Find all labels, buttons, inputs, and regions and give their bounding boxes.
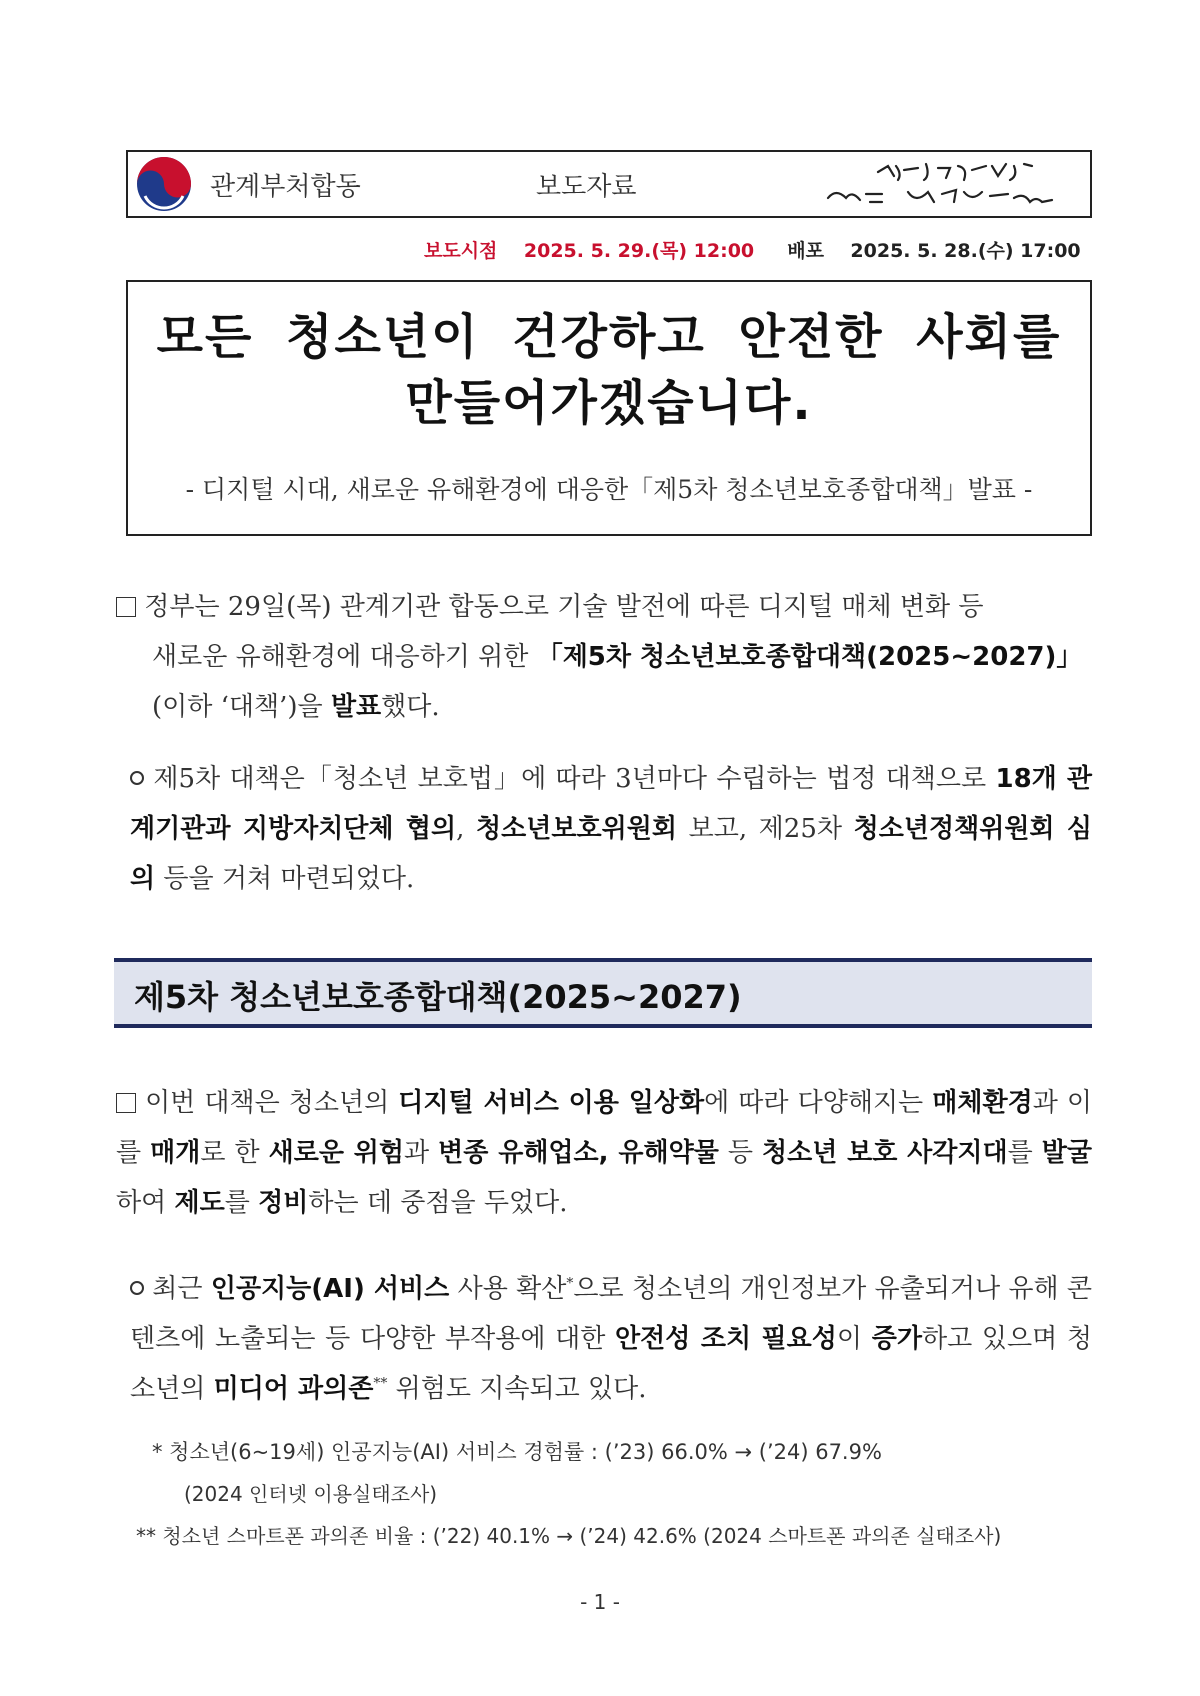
p4-g: 증가 [871, 1324, 922, 1354]
p3-r: 정비 [258, 1188, 309, 1218]
p2-bold-b: 18개 관계기관과 지방자치단체 협의 [130, 764, 1093, 844]
embargo-value: 2025. 5. 29.(목) 12:00 [523, 240, 755, 262]
p4-b: 인공지능(AI) 서비스 [210, 1274, 450, 1304]
doc-type: 보도자료 [536, 172, 637, 202]
p3-c: 에 따라 다양해지는 [704, 1088, 924, 1118]
p3-l: 청소년 보호 사각지대 [761, 1138, 1008, 1168]
p4-i: 미디어 과의존 [213, 1374, 374, 1404]
p4-h: 하고 있으며 청소년의 [130, 1324, 1093, 1404]
subtitle: - 디지털 시대, 새로운 유해환경에 대응한「제5차 청소년보호종합대책」발표 - [185, 475, 1033, 504]
distribution-value: 2025. 5. 28.(수) 17:00 [850, 240, 1081, 262]
p3-e: 과 이를 [116, 1088, 1093, 1168]
intro-line-1: 정부는 29일(목) 관계기관 합동으로 기술 발전에 따른 디지털 매체 변화 등 [144, 592, 984, 622]
headline-line-2: 만들어가겠습니다. [405, 375, 813, 431]
intro-line-2: 새로운 유해환경에 대응하기 위한 [152, 642, 529, 672]
p3-s: 하는 데 중점을 두었다. [308, 1188, 568, 1218]
footnote-2: ** 청소년 스마트폰 과의존 비율 : (’22) 40.1% → (’24) 42.6% (2024 스마트폰 과의존 실태조사) [136, 1524, 1002, 1548]
p4-c: 사용 확산 [457, 1274, 567, 1304]
section-header-band [114, 958, 1092, 1028]
p3-i: 과 [404, 1138, 430, 1168]
p2-text-a: 제5차 대책은「청소년 보호법」에 따라 3년마다 수립하는 법정 대책으로 [153, 764, 987, 794]
title-box [126, 280, 1092, 536]
p3-o: 하여 [116, 1188, 167, 1218]
p3-g: 로 한 [200, 1138, 260, 1168]
p3-d: 매체환경 [932, 1088, 1033, 1118]
p2-bold-d: 청소년보호위원회 [476, 814, 677, 844]
distribution-label: 배포 [787, 240, 824, 262]
government-emblem-icon [136, 156, 192, 212]
p4-e: 안전성 조치 필요성 [615, 1324, 837, 1354]
p4-d: 으로 청소년의 개인정보가 유출되거나 유해 콘텐츠에 노출되는 등 다양한 부작용에 대한 [130, 1274, 1093, 1354]
header-box [126, 150, 1092, 218]
footnote-1: * 청소년(6~19세) 인공지능(AI) 서비스 경험률 : (’23) 66.0% → (’24) 67.9% [152, 1440, 882, 1464]
plan-name: 「제5차 청소년보호종합대책(2025~2027)」 [536, 642, 1083, 672]
p3-j: 변종 유해업소, 유해약물 [438, 1138, 719, 1168]
focus-paragraph [116, 1078, 1092, 1228]
p3-n: 발굴 [1041, 1138, 1092, 1168]
p4-j: 위험도 지속되고 있다. [395, 1374, 647, 1404]
circle-bullet-icon [130, 1281, 144, 1295]
square-bullet-icon [116, 597, 136, 617]
p3-k: 등 [727, 1138, 753, 1168]
square-bullet-icon [116, 1093, 136, 1113]
p2-comma: , [456, 814, 465, 844]
p3-m: 를 [1007, 1138, 1033, 1168]
section-title: 제5차 청소년보호종합대책(2025~2027) [134, 978, 742, 1016]
page-number: - 1 - [580, 1590, 620, 1614]
intro-line-3: (이하 ‘대책’)을 [152, 692, 323, 722]
p3-h: 새로운 위험 [268, 1138, 405, 1168]
intro-paragraph [116, 582, 1092, 732]
p4-f: 이 [836, 1324, 863, 1354]
org-name: 관계부처합동 [210, 172, 361, 202]
p3-p: 제도 [174, 1188, 225, 1218]
footnote-mark-1: * [566, 1275, 574, 1292]
p2-bold-f: 청소년정책위원회 심의 [130, 814, 1093, 894]
p3-f: 매개 [150, 1138, 201, 1168]
p4-a: 최근 [152, 1274, 203, 1304]
p2-text-g: 등을 거쳐 마련되었다. [163, 864, 415, 894]
release-info [424, 236, 1081, 263]
plan-background-paragraph [130, 754, 1092, 904]
p3-b: 디지털 서비스 이용 일상화 [398, 1088, 705, 1118]
ai-risk-paragraph [130, 1264, 1092, 1414]
footnote-1-source: (2024 인터넷 이용실태조사) [184, 1482, 438, 1506]
announce-word: 발표 [330, 692, 382, 722]
p3-a: 이번 대책은 청소년의 [145, 1088, 390, 1118]
handwritten-slogan-icon [808, 158, 1078, 214]
headline-line-1: 모든 청소년이 건강하고 안전한 사회를 [156, 309, 1062, 365]
p2-text-e: 보고, 제25차 [688, 814, 843, 844]
embargo-label: 보도시점 [424, 240, 498, 262]
circle-bullet-icon [130, 771, 144, 785]
intro-line-3-end: 했다. [381, 692, 440, 722]
p3-q: 를 [224, 1188, 250, 1218]
footnote-mark-2: ** [373, 1375, 388, 1392]
